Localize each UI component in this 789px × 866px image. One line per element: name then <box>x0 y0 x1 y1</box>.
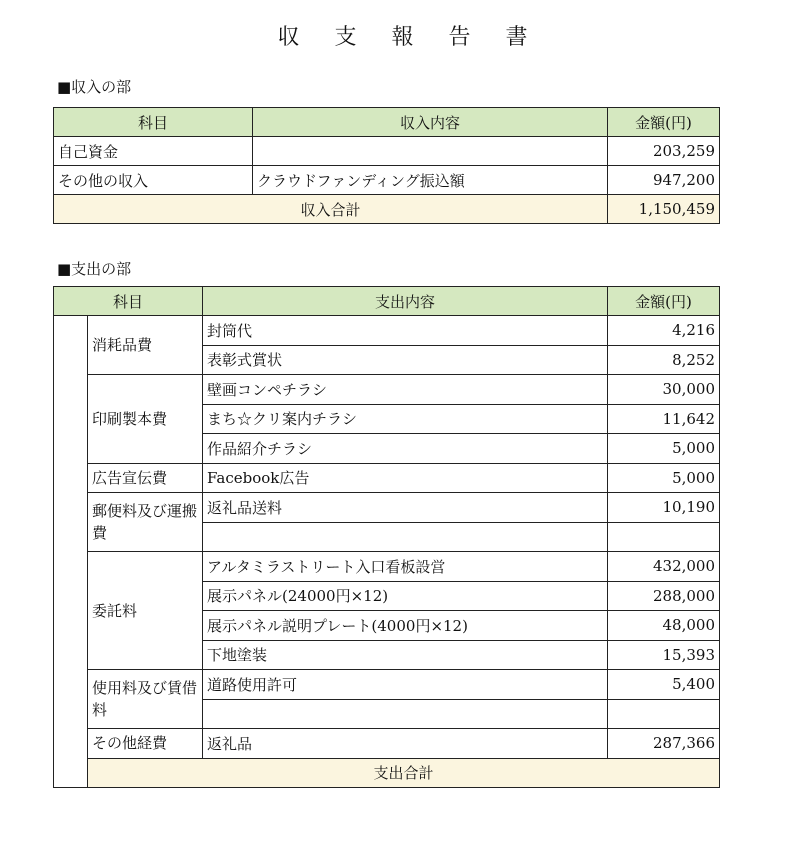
table-row <box>54 493 720 523</box>
expense-amount: 48,000 <box>608 611 720 641</box>
expense-total-row <box>54 758 720 788</box>
expense-content: 表彰式賞状 <box>203 345 608 375</box>
income-amount: 203,259 <box>608 137 720 166</box>
income-total-amount: 1,150,459 <box>608 195 720 224</box>
expense-content: 封筒代 <box>203 316 608 346</box>
expense-content: 作品紹介チラシ <box>203 434 608 464</box>
expense-content: 展示パネル説明プレート(4000円×12) <box>203 611 608 641</box>
income-subject: 自己資金 <box>54 137 253 166</box>
expense-category: 委託料 <box>88 552 203 670</box>
expense-amount: 287,366 <box>608 729 720 759</box>
expense-amount: 432,000 <box>608 552 720 582</box>
expense-content: まち☆クリ案内チラシ <box>203 404 608 434</box>
expense-amount: 5,400 <box>608 670 720 700</box>
table-row <box>54 166 720 195</box>
income-content: クラウドファンディング振込額 <box>253 166 608 195</box>
income-table <box>53 107 720 224</box>
income-header-subject: 科目 <box>54 108 253 137</box>
expense-amount: 4,216 <box>608 316 720 346</box>
expense-section-label: ■支出の部 <box>57 260 132 278</box>
expense-category: その他経費 <box>88 729 203 759</box>
expense-amount: 10,190 <box>608 493 720 523</box>
document-title: 収 支 報 告 書 <box>277 25 542 50</box>
expense-category: 郵便料及び運搬費 <box>88 493 203 552</box>
income-subject: その他の収入 <box>54 166 253 195</box>
income-header-content: 収入内容 <box>253 108 608 137</box>
expense-amount: 8,252 <box>608 345 720 375</box>
expense-amount: 30,000 <box>608 375 720 405</box>
expense-amount <box>608 522 720 552</box>
expense-category: 消耗品費 <box>88 316 203 375</box>
table-row <box>54 552 720 582</box>
expense-indent-column <box>54 316 88 788</box>
expense-header-subject: 科目 <box>54 287 203 316</box>
expense-amount: 5,000 <box>608 434 720 464</box>
expense-header-row <box>54 287 720 316</box>
expense-amount: 15,393 <box>608 640 720 670</box>
expense-category: 印刷製本費 <box>88 375 203 464</box>
table-row <box>54 670 720 700</box>
income-section-label: ■収入の部 <box>57 78 132 96</box>
expense-content: Facebook広告 <box>203 463 608 493</box>
income-header-row <box>54 108 720 137</box>
expense-amount: 5,000 <box>608 463 720 493</box>
table-row <box>54 729 720 759</box>
expense-content: 展示パネル(24000円×12) <box>203 581 608 611</box>
income-header-amount: 金額(円) <box>608 108 720 137</box>
expense-table <box>53 286 720 788</box>
expense-header-amount: 金額(円) <box>608 287 720 316</box>
expense-amount: 288,000 <box>608 581 720 611</box>
table-row <box>54 137 720 166</box>
expense-content: 道路使用許可 <box>203 670 608 700</box>
table-row <box>54 316 720 346</box>
expense-content: 下地塗装 <box>203 640 608 670</box>
expense-total-label: 支出合計 <box>88 758 720 788</box>
table-row <box>54 463 720 493</box>
expense-content <box>203 699 608 729</box>
table-row <box>54 375 720 405</box>
expense-content: 返礼品 <box>203 729 608 759</box>
income-content <box>253 137 608 166</box>
expense-category: 広告宣伝費 <box>88 463 203 493</box>
expense-header-content: 支出内容 <box>203 287 608 316</box>
expense-content <box>203 522 608 552</box>
income-total-label: 収入合計 <box>54 195 608 224</box>
expense-category: 使用料及び賃借料 <box>88 670 203 729</box>
income-amount: 947,200 <box>608 166 720 195</box>
expense-content: 壁画コンペチラシ <box>203 375 608 405</box>
expense-content: 返礼品送料 <box>203 493 608 523</box>
expense-amount: 11,642 <box>608 404 720 434</box>
expense-amount <box>608 699 720 729</box>
expense-content: アルタミラストリート入口看板設営 <box>203 552 608 582</box>
income-total-row <box>54 195 720 224</box>
